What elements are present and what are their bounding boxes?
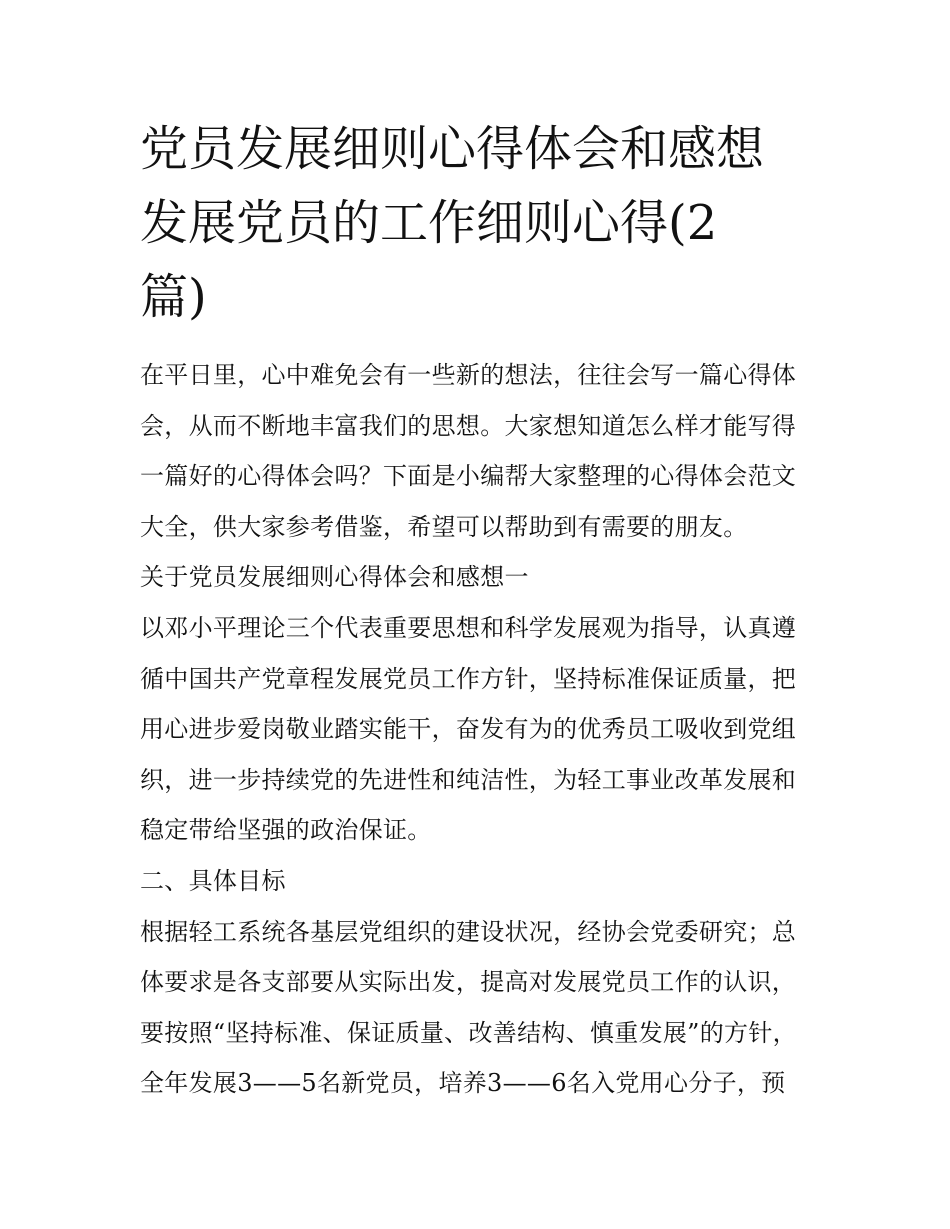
text-line: 关于党员发展细则心得体会和感想一 bbox=[140, 563, 529, 592]
text-line: 一篇好的心得体会吗？下面是小编帮大家整理的心得体会范文 bbox=[140, 462, 797, 491]
text-line: 在平日里，心中难免会有一些新的想法，往往会写一篇心得体 bbox=[140, 361, 797, 389]
title-line: 篇) bbox=[140, 269, 207, 325]
guideline-paragraph bbox=[140, 603, 812, 856]
text-line: 全年发展3——5名新党员，培养3——6名入党用心分子，预 bbox=[140, 1069, 786, 1098]
document-title bbox=[140, 112, 812, 334]
text-line: 要按照“坚持标准、保证质量、改善结构、慎重发展”的方针， bbox=[140, 1018, 797, 1047]
section-heading bbox=[140, 552, 812, 603]
text-line: 二、具体目标 bbox=[140, 866, 286, 895]
text-line: 织，进一步持续党的先进性和纯洁性，为轻工事业改革发展和 bbox=[140, 765, 797, 794]
intro-paragraph bbox=[140, 350, 812, 552]
subsection-heading bbox=[140, 856, 812, 907]
text-line: 以邓小平理论三个代表重要思想和科学发展观为指导，认真遵 bbox=[140, 613, 797, 642]
text-line: 大全，供大家参考借鉴，希望可以帮助到有需要的朋友。 bbox=[140, 512, 748, 541]
title-line: 发展党员的工作细则心得(2 bbox=[140, 195, 718, 251]
title-line: 党员发展细则心得体会和感想 bbox=[140, 121, 765, 177]
text-line: 循中国共产党章程发展党员工作方针，坚持标准保证质量，把 bbox=[140, 664, 797, 693]
text-line: 会，从而不断地丰富我们的思想。大家想知道怎么样才能写得 bbox=[140, 411, 797, 440]
text-line: 体要求是各支部要从实际出发，提高对发展党员工作的认识， bbox=[140, 968, 797, 997]
text-line: 用心进步爱岗敬业踏实能干，奋发有为的优秀员工吸收到党组 bbox=[140, 715, 797, 744]
target-paragraph bbox=[140, 907, 812, 1109]
text-line: 稳定带给坚强的政治保证。 bbox=[140, 816, 432, 845]
text-line: 根据轻工系统各基层党组织的建设状况，经协会党委研究；总 bbox=[140, 917, 797, 946]
document-body bbox=[140, 112, 812, 1109]
